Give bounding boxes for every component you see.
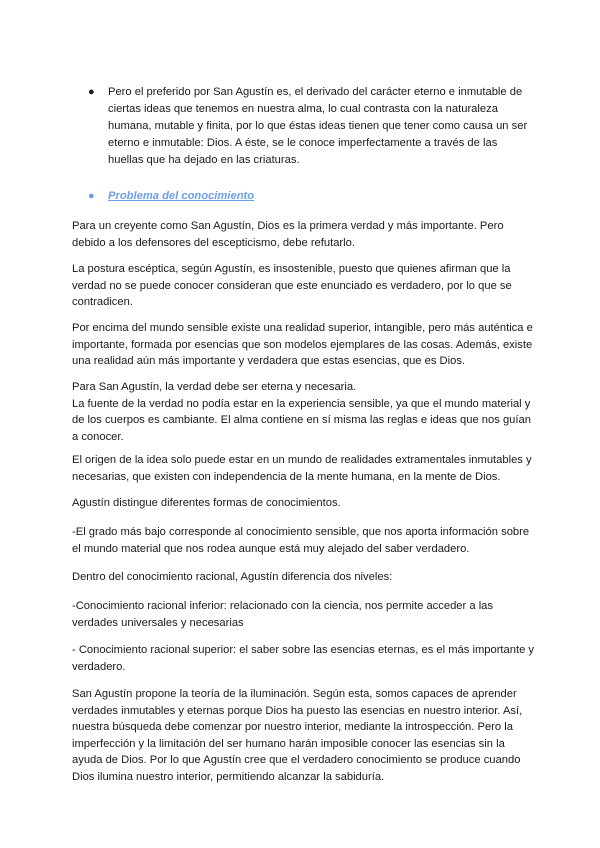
paragraph: Por encima del mundo sensible existe una realidad superior, intangible, pero más auténtica e importante, formada por esencias que son modelos ejemplares de las cosas. Además, existe una realidad aún más importante y verdadera que estas esencias, que es Dios. [72,322,533,368]
paragraph: San Agustín propone la teoría de la iluminación. Según esta, somos capaces de aprender verdades inmutables y eternas porque Dios ha puesto las esencias en nuestro interior. Así, nuestra búsqueda debe comenzar por nuestro interior, mediante la introspección. Pero la imperfección y la limitación del ser humano harán imposible conocer las esencias sin la ayuda de Dios. Por lo que Agustín cree que el verdadero conocimiento se produce cuando Dios ilumina nuestro interior, permitiendo alcanzar la sabiduría. [72,688,523,783]
paragraph: Para un creyente como San Agustín, Dios es la primera verdad y más importante. Pero debido a los defensores del escepticismo, debe refutarlo. [72,220,504,249]
intro-bullet-item [88,84,528,169]
bullet-dot-icon: ● [88,86,95,98]
intro-bullet-text: Pero el preferido por San Agustín es, el derivado del carácter eterno e inmutable de ciertas ideas que tenemos en nuestra alma, lo cual contrasta con la naturaleza humana, mutable y finita, por lo que éstas ideas tienen que tener como causa un ser eterno e inmutable: Dios. A éste, se le conoce imperfectamente a través de las huellas que ha dejado en las criaturas. [108,86,528,166]
paragraph: Agustín distingue diferentes formas de conocimientos. [72,497,341,509]
paragraph: Para San Agustín, la verdad debe ser eterna y necesaria. La fuente de la verdad no podía estar en la experiencia sensible, ya que el mundo material y de los cuerpos es cambiante. El alma contiene en sí misma las reglas e ideas que nos guían a conocer. [72,381,531,443]
paragraph: -El grado más bajo corresponde al conocimiento sensible, que nos aporta información sobre el mundo material que nos rodea aunque está muy alejado del saber verdadero. [72,526,530,555]
section-heading-link[interactable]: Problema del conocimiento [108,190,255,202]
paragraph: - Conocimiento racional superior: el saber sobre las esencias eternas, es el más importante y verdadero. [72,644,535,673]
section-heading-item [88,188,254,205]
paragraph: -Conocimiento racional inferior: relacionado con la ciencia, nos permite acceder a las verdades universales y necesarias [72,600,493,629]
bullet-dot-icon: ● [88,190,95,202]
paragraph: La postura escéptica, según Agustín, es insostenible, puesto que quienes afirman que la verdad no se puede conocer consideran que este enunciado es verdadero, por lo que se contradicen. [72,263,512,309]
paragraph: El origen de la idea solo puede estar en un mundo de realidades extramentales inmutables y necesarias, que existen con independencia de la mente humana, en la mente de Dios. [72,454,532,483]
paragraph: Dentro del conocimiento racional, Agustín diferencia dos niveles: [72,571,393,583]
